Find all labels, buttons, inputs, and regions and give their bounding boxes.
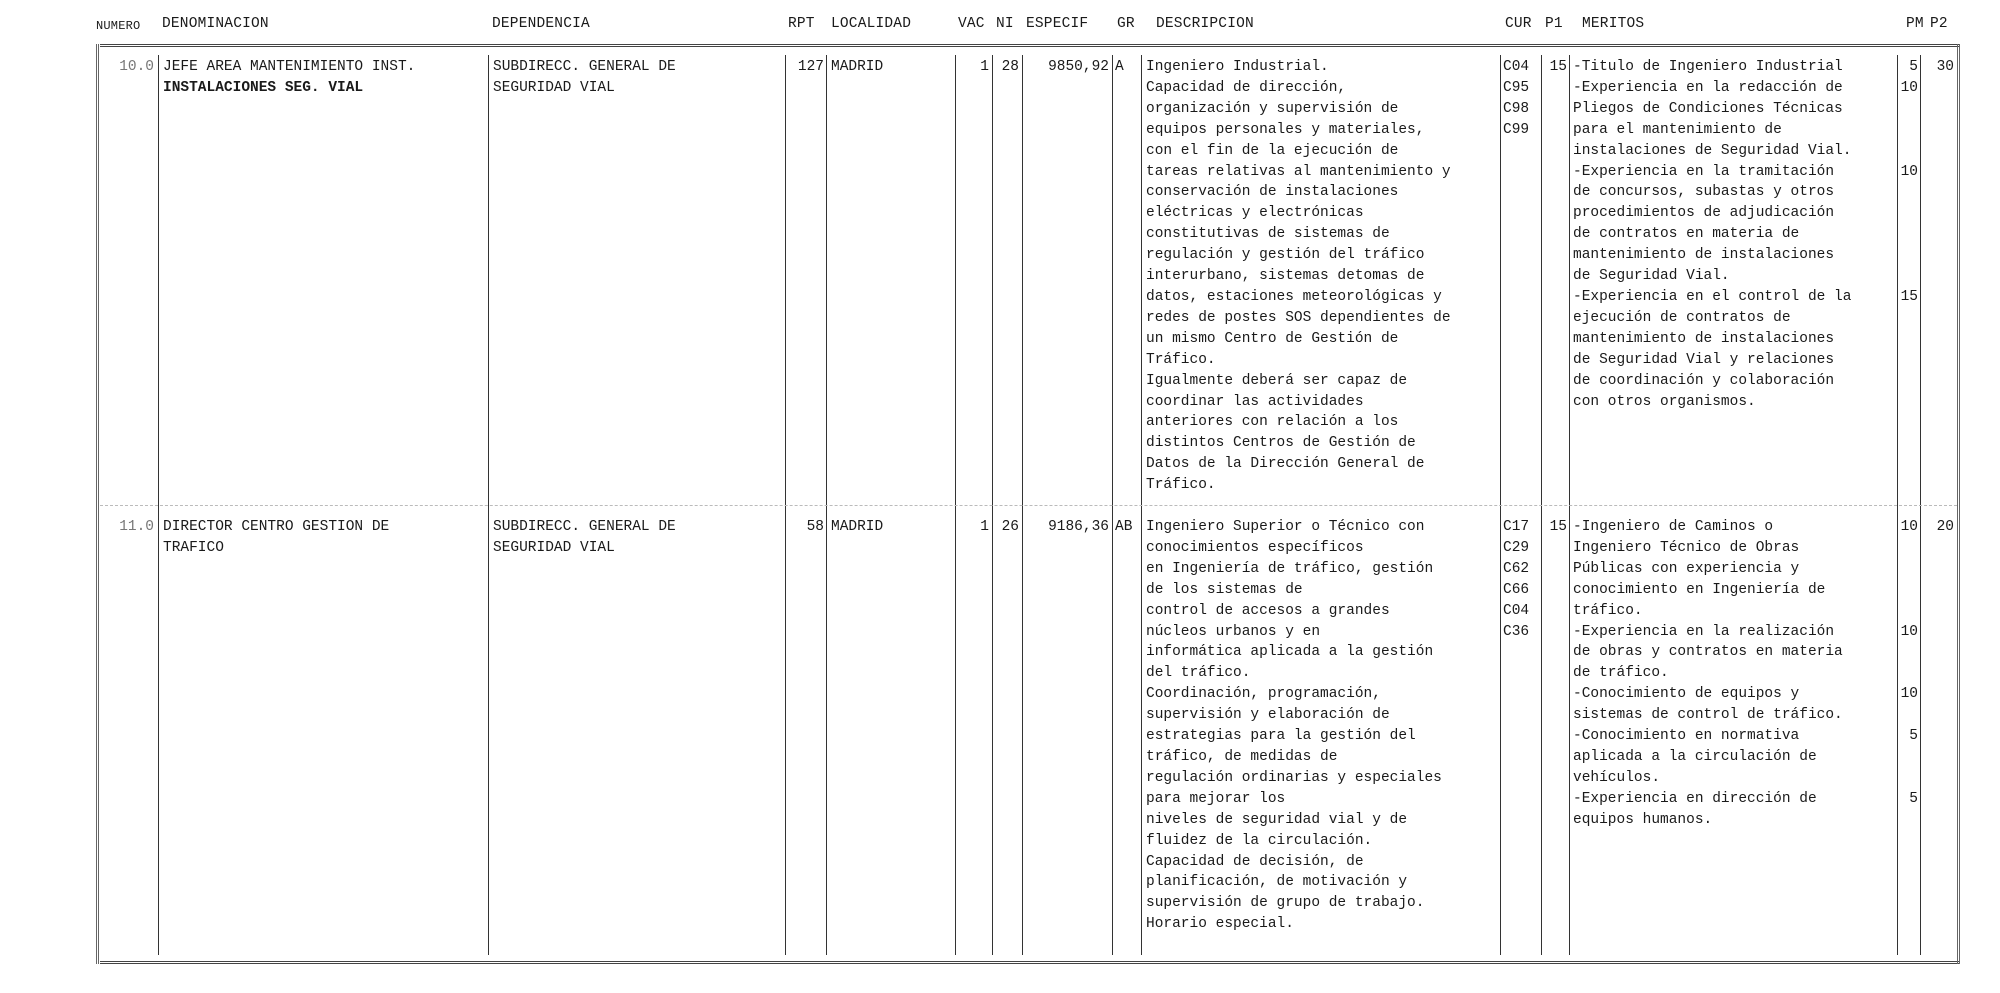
text-line: distintos Centros de Gestión de (1146, 435, 1416, 452)
cell-rpt: 127 (797, 59, 824, 75)
table-bottom-border (100, 961, 1960, 964)
cell-cur (1503, 517, 1529, 642)
text-line: 5 (1909, 59, 1918, 75)
text-line: Ingeniero Superior o Técnico con (1146, 519, 1425, 535)
text-line: 10 (1900, 623, 1918, 640)
text-line: ejecución de contratos de (1573, 309, 1791, 326)
text-line: supervisión y elaboración de (1146, 707, 1390, 724)
cell-numero: 11.0 (119, 519, 154, 535)
text-line: tráfico, de medidas de (1146, 748, 1338, 765)
text-line: un mismo Centro de Gestión de (1146, 330, 1399, 347)
text-line: supervisión de grupo de trabajo. (1146, 895, 1425, 912)
cell-denominacion (163, 517, 389, 559)
cell-p1: 15 (1549, 59, 1567, 75)
text-line: -Conocimiento de equipos y (1573, 686, 1800, 703)
text-line: 10 (1900, 686, 1918, 703)
text-line: informática aplicada a la gestión (1146, 644, 1434, 661)
text-line: procedimientos de adjudicación (1573, 205, 1835, 222)
text-line: niveles de seguridad vial y de (1146, 811, 1408, 828)
cell-especif: 9186,36 (1048, 519, 1109, 535)
text-line: estrategias para la gestión del (1146, 728, 1416, 745)
text-line: -Titulo de Ingeniero Industrial (1573, 59, 1843, 75)
table-top-border (100, 44, 1960, 47)
text-line: de contratos en materia de (1573, 226, 1800, 243)
header-p2: P2 (1930, 16, 1948, 32)
text-line: -Experiencia en el control de la (1573, 288, 1852, 305)
text-line: SEGURIDAD VIAL (493, 539, 615, 556)
text-line: con otros organismos. (1573, 393, 1756, 410)
text-line: de Seguridad Vial y relaciones (1573, 351, 1835, 368)
row-separator (100, 505, 1957, 506)
text-line: núcleos urbanos y en (1146, 623, 1321, 640)
text-line: con el fin de la ejecución de (1146, 142, 1399, 159)
text-line: conocimiento en Ingeniería de (1573, 581, 1826, 598)
text-line: control de accesos a grandes (1146, 602, 1390, 619)
text-line (1898, 663, 1918, 684)
text-line: -Ingeniero de Caminos o (1573, 519, 1774, 535)
text-line: interurbano, sistemas detomas de (1146, 268, 1425, 285)
text-line: equipos humanos. (1573, 811, 1713, 828)
cell-p1: 15 (1549, 519, 1567, 535)
text-line: redes de postes SOS dependientes de (1146, 309, 1451, 326)
header-especif: ESPECIF (1026, 16, 1089, 32)
text-line: Capacidad de decisión, de (1146, 853, 1364, 870)
header-vac: VAC (958, 16, 985, 32)
text-line (1898, 705, 1918, 726)
cell-vac: 1 (980, 59, 989, 75)
text-line: SEGURIDAD VIAL (493, 79, 615, 96)
text-line: de los sistemas de (1146, 581, 1303, 598)
text-line: regulación y gestión del tráfico (1146, 247, 1425, 264)
header-meritos: MERITOS (1582, 16, 1645, 32)
text-line: SUBDIRECC. GENERAL DE (493, 59, 676, 75)
text-line: conocimientos específicos (1146, 539, 1364, 556)
text-line: -Experiencia en la tramitación (1573, 163, 1835, 180)
text-line: anteriores con relación a los (1146, 414, 1399, 431)
header-p1: P1 (1545, 16, 1563, 32)
text-line (1898, 747, 1918, 768)
text-line: Coordinación, programación, (1146, 686, 1381, 703)
text-line (1898, 580, 1918, 601)
text-line: -Conocimiento en normativa (1573, 728, 1800, 745)
text-line: del tráfico. (1146, 665, 1251, 682)
text-line: Capacidad de dirección, (1146, 79, 1347, 96)
text-line: 5 (1909, 790, 1918, 807)
text-line: para el mantenimiento de (1573, 121, 1782, 138)
text-line: Ingeniero Técnico de Obras (1573, 539, 1800, 556)
header-numero: NUMERO (96, 19, 141, 33)
cell-descripcion (1146, 57, 1451, 496)
text-line: JEFE AREA MANTENIMIENTO INST. (163, 59, 416, 75)
text-line: 15 (1900, 288, 1918, 305)
text-line: organización y supervisión de (1146, 100, 1399, 117)
text-line: equipos personales y materiales, (1146, 121, 1425, 138)
text-line: aplicada a la circulación de (1573, 748, 1817, 765)
header-rpt: RPT (788, 16, 815, 32)
cell-especif: 9850,92 (1048, 59, 1109, 75)
text-line: Públicas con experiencia y (1573, 560, 1800, 577)
cell-gr: A (1115, 59, 1124, 75)
table-left-border (96, 44, 99, 964)
cell-descripcion (1146, 517, 1442, 935)
text-line (1898, 601, 1918, 622)
text-line: INSTALACIONES SEG. VIAL (163, 79, 364, 96)
text-line: eléctricas y electrónicas (1146, 205, 1364, 222)
text-line: C66 (1503, 581, 1530, 598)
text-line: -Experiencia en la redacción de (1573, 79, 1843, 96)
text-line: regulación ordinarias y especiales (1146, 769, 1442, 786)
cell-ni: 26 (1001, 519, 1019, 535)
text-line (1898, 120, 1918, 141)
cell-pm (1898, 57, 1918, 308)
cell-localidad: MADRID (831, 519, 884, 535)
text-line: C98 (1503, 100, 1530, 117)
text-line: tráfico. (1573, 602, 1643, 619)
cell-meritos (1573, 57, 1851, 412)
text-line: constitutivas de sistemas de (1146, 226, 1390, 243)
text-line: TRAFICO (163, 539, 224, 556)
text-line: -Experiencia en dirección de (1573, 790, 1817, 807)
cell-numero: 10.0 (119, 59, 154, 75)
text-line: para mejorar los (1146, 790, 1286, 807)
text-line: C62 (1503, 560, 1530, 577)
text-line: DIRECTOR CENTRO GESTION DE (163, 519, 390, 535)
cell-dependencia (493, 57, 676, 99)
text-line: C04 (1503, 59, 1530, 75)
text-line: de coordinación y colaboración (1573, 372, 1835, 389)
text-line: C95 (1503, 79, 1530, 96)
text-line: mantenimiento de instalaciones (1573, 330, 1835, 347)
text-line (1898, 245, 1918, 266)
text-line: Tráfico. (1146, 477, 1216, 494)
text-line (1898, 224, 1918, 245)
text-line: sistemas de control de tráfico. (1573, 707, 1843, 724)
text-line: vehículos. (1573, 769, 1661, 786)
text-line: de concursos, subastas y otros (1573, 184, 1835, 201)
cell-localidad: MADRID (831, 59, 884, 75)
cell-dependencia (493, 517, 676, 559)
cell-vac: 1 (980, 519, 989, 535)
text-line: Horario especial. (1146, 916, 1294, 933)
text-line: SUBDIRECC. GENERAL DE (493, 519, 676, 535)
text-line: C36 (1503, 623, 1530, 640)
text-line: tareas relativas al mantenimiento y (1146, 163, 1451, 180)
text-line: C04 (1503, 602, 1530, 619)
header-cur: CUR (1505, 16, 1532, 32)
text-line (1898, 768, 1918, 789)
header-descripcion: DESCRIPCION (1156, 16, 1254, 32)
text-line (1898, 538, 1918, 559)
text-line: instalaciones de Seguridad Vial. (1573, 142, 1852, 159)
text-line: de Seguridad Vial. (1573, 268, 1730, 285)
cell-cur (1503, 57, 1529, 141)
cell-meritos (1573, 517, 1843, 831)
cell-p2: 20 (1936, 519, 1954, 535)
text-line: 10 (1900, 163, 1918, 180)
text-line: conservación de instalaciones (1146, 184, 1399, 201)
text-line (1898, 182, 1918, 203)
text-line (1898, 266, 1918, 287)
header-denominacion: DENOMINACION (162, 16, 269, 32)
text-line: en Ingeniería de tráfico, gestión (1146, 560, 1434, 577)
header-gr: GR (1117, 16, 1135, 32)
header-ni: NI (996, 16, 1014, 32)
text-line: Ingeniero Industrial. (1146, 59, 1329, 75)
cell-p2: 30 (1936, 59, 1954, 75)
text-line: C17 (1503, 519, 1530, 535)
cell-denominacion (163, 57, 415, 99)
text-line: coordinar las actividades (1146, 393, 1364, 410)
text-line: Tráfico. (1146, 351, 1216, 368)
header-localidad: LOCALIDAD (831, 16, 912, 32)
text-line: 5 (1909, 728, 1918, 745)
text-line (1898, 203, 1918, 224)
cell-ni: 28 (1001, 59, 1019, 75)
text-line: C29 (1503, 539, 1530, 556)
text-line: 10 (1900, 79, 1918, 96)
text-line: de obras y contratos en materia (1573, 644, 1843, 661)
cell-rpt: 58 (806, 519, 824, 535)
text-line (1898, 559, 1918, 580)
text-line: C99 (1503, 121, 1530, 138)
text-line (1898, 99, 1918, 120)
header-dependencia: DEPENDENCIA (492, 16, 590, 32)
text-line: -Experiencia en la realización (1573, 623, 1835, 640)
text-line: planificación, de motivación y (1146, 874, 1408, 891)
text-line: 10 (1900, 519, 1918, 535)
text-line: Pliegos de Condiciones Técnicas (1573, 100, 1843, 117)
text-line: Igualmente deberá ser capaz de (1146, 372, 1408, 389)
text-line: fluidez de la circulación. (1146, 832, 1373, 849)
text-line (1898, 141, 1918, 162)
text-line: mantenimiento de instalaciones (1573, 247, 1835, 264)
cell-gr: AB (1115, 519, 1133, 535)
text-line: Datos de la Dirección General de (1146, 456, 1425, 473)
text-line: datos, estaciones meteorológicas y (1146, 288, 1442, 305)
text-line: de tráfico. (1573, 665, 1669, 682)
text-line (1898, 642, 1918, 663)
header-pm: PM (1906, 16, 1924, 32)
table-right-border (1957, 44, 1960, 964)
cell-pm (1898, 517, 1918, 810)
